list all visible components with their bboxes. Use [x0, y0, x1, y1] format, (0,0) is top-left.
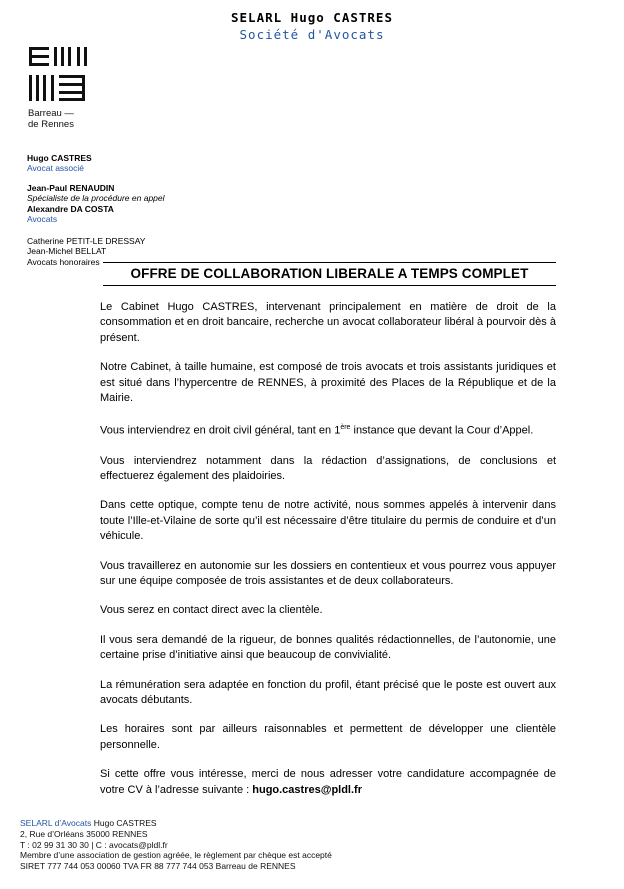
bar-of-rennes-logo: [27, 45, 97, 105]
footer-membership: Membre d’une association de gestion agréée, le règlement par chèque est accepté: [20, 850, 332, 861]
paragraph: Vous travaillerez en autonomie sur les dossiers en contentieux et vous pourrez vous appuyer sur une équipe composée de trois assistantes et de deux collaborateurs.: [100, 559, 556, 587]
honorary-role: Avocats honoraires: [27, 256, 100, 267]
footer: [20, 818, 332, 872]
paragraph: La rémunération sera adaptée en fonction du profil, étant précisé que le poste est ouvert aux avocats débutants.: [100, 678, 556, 706]
footer-siret: SIRET 777 744 053 00060 TVA FR 88 777 744 053 Barreau de RENNES: [20, 861, 296, 872]
lawyer-specialty: Spécialiste de la procédure en appel: [27, 193, 165, 204]
footer-firm: SELARL d’Avocats Hugo CASTRES: [20, 818, 157, 828]
paragraph: Vous interviendrez notamment dans la rédaction d’assignations, de conclusions et effectuerez également des plaidoiries.: [100, 454, 556, 482]
paragraph: Si cette offre vous intéresse, merci de nous adresser votre candidature accompagnée de votre CV à l’adresse suivante : hugo.castres@pldl.fr: [100, 768, 556, 796]
paragraph: Vous interviendrez en droit civil général, tant en 1ère instance que devant la Cour d’Appel.: [100, 424, 534, 438]
title-bottom-rule: [103, 285, 556, 286]
firm-subtitle: Société d'Avocats: [239, 27, 385, 42]
paragraph: Le Cabinet Hugo CASTRES, intervenant principalement en matière de droit de la consommation et en droit bancaire, recherche un avocat collaborateur libéral à pourvoir dès à présent.: [100, 301, 556, 344]
paragraph: Dans cette optique, compte tenu de notre activité, nous sommes appelés à intervenir dans toute l’Ille-et-Vilaine de sorte qu’il est nécessaire d’être titulaire du permis de conduire et d’un véhicule.: [100, 499, 556, 543]
honorary-name: Jean-Michel BELLAT: [27, 246, 107, 257]
associate-name: Hugo CASTRES: [27, 153, 92, 163]
footer-address: 2, Rue d’Orléans 35000 RENNES: [20, 828, 148, 839]
contact-email[interactable]: hugo.castres@pldl.fr: [252, 783, 362, 796]
paragraph: Les horaires sont par ailleurs raisonnables et permettent de développer une clientèle personnelle.: [100, 723, 556, 751]
associate-role: Avocat associé: [27, 163, 85, 174]
lawyer-name: Alexandre DA COSTA: [27, 203, 114, 214]
lawyer-name: Jean-Paul RENAUDIN: [27, 183, 115, 193]
paragraph: Notre Cabinet, à taille humaine, est composé de trois avocats et trois assistants juridiques et est situé dans l’hypercentre de RENNES, à proximité des Places de la République et de la Mairie.: [100, 361, 556, 405]
associate-block: [27, 153, 92, 174]
firm-name: SELARL Hugo CASTRES: [231, 10, 393, 25]
lawyers-block: [27, 183, 165, 224]
footer-contact: T : 02 99 31 30 30 | C : avocats@pldl.fr: [20, 839, 168, 850]
lawyers-role: Avocats: [27, 213, 58, 224]
title-top-rule: [103, 262, 556, 263]
logo-caption: Barreau — de Rennes: [28, 108, 74, 130]
paragraph: Vous serez en contact direct avec la clientèle.: [100, 604, 323, 617]
paragraph: Il vous sera demandé de la rigueur, de bonnes qualités rédactionnelles, de l’autonomie, une certaine prise d’initiative ainsi que beaucoup de convivialité.: [100, 633, 556, 662]
document-title: OFFRE DE COLLABORATION LIBERALE A TEMPS COMPLET: [130, 266, 529, 281]
honorary-name: Catherine PETIT-LE DRESSAY: [27, 236, 146, 246]
offer-body: [100, 300, 556, 812]
